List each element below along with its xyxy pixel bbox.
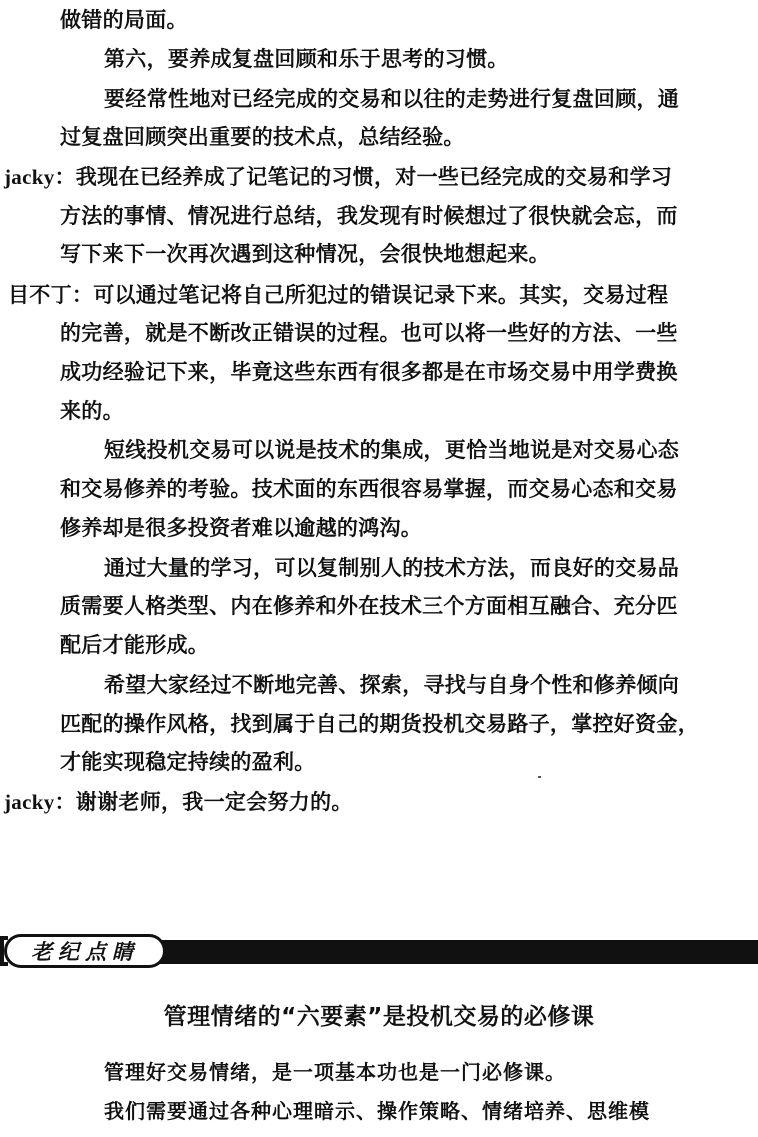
dialogue-line: 目不丁：可以通过笔记将自己所犯过的错误记录下来。其实，交易过程 bbox=[8, 282, 669, 307]
text-line: 质需要人格类型、内在修养和外在技术三个方面相互融合、充分匹 bbox=[60, 593, 678, 618]
dialogue-line: jacky：我现在已经养成了记笔记的习惯，对一些已经完成的交易和学习 bbox=[4, 164, 673, 189]
speaker-label: jacky： bbox=[4, 790, 76, 814]
text-line: 管理好交易情绪，是一项基本功也是一门必修课。 bbox=[104, 1060, 566, 1084]
text-line: 匹配的操作风格，找到属于自己的期货投机交易路子，掌控好资金， bbox=[60, 711, 699, 736]
text-line: 希望大家经过不断地完善、探索，寻找与自身个性和修养倾向 bbox=[104, 672, 680, 697]
text-line: 过复盘回顾突出重要的技术点，总结经验。 bbox=[60, 124, 465, 149]
text-line: 我们需要通过各种心理暗示、操作策略、情绪培养、思维模 bbox=[104, 1099, 650, 1123]
speaker-label: 目不丁： bbox=[8, 283, 94, 307]
text-line: 写下来下一次再次遇到这种情况，会很快地想起来。 bbox=[60, 241, 550, 266]
text-line: 要经常性地对已经完成的交易和以往的走势进行复盘回顾，通 bbox=[104, 86, 680, 111]
text-line: 才能实现稳定持续的盈利。 bbox=[60, 749, 316, 774]
section-banner bbox=[0, 932, 758, 972]
print-speck bbox=[538, 776, 541, 778]
speaker-label: jacky： bbox=[4, 165, 76, 189]
dialogue-line: jacky：谢谢老师，我一定会努力的。 bbox=[4, 789, 353, 814]
banner-tab bbox=[4, 934, 166, 968]
text-line: 修养却是很多投资者难以逾越的鸿沟。 bbox=[60, 515, 423, 540]
text-line: 和交易修养的考验。技术面的东西很容易掌握，而交易心态和交易 bbox=[60, 476, 678, 501]
text-line: 来的。 bbox=[60, 398, 124, 423]
text-line: 第六，要养成复盘回顾和乐于思考的习惯。 bbox=[104, 46, 509, 71]
section-headline: 管理情绪的“六要素”是投机交易的必修课 bbox=[163, 1004, 595, 1030]
text-line: 成功经验记下来，毕竟这些东西有很多都是在市场交易中用学费换 bbox=[60, 359, 678, 384]
text-line: 做错的局面。 bbox=[60, 7, 188, 32]
text-line: 的完善，就是不断改正错误的过程。也可以将一些好的方法、一些 bbox=[60, 320, 678, 345]
banner-label: 老纪点睛 bbox=[31, 940, 139, 964]
text-line: 短线投机交易可以说是技术的集成，更恰当地说是对交易心态 bbox=[104, 437, 680, 462]
text-line: 方法的事情、情况进行总结，我发现有时候想过了很快就会忘，而 bbox=[60, 203, 678, 228]
text-line: 通过大量的学习，可以复制别人的技术方法，而良好的交易品 bbox=[104, 555, 680, 580]
banner-bar bbox=[160, 940, 758, 964]
text-line: 配后才能形成。 bbox=[60, 632, 210, 657]
